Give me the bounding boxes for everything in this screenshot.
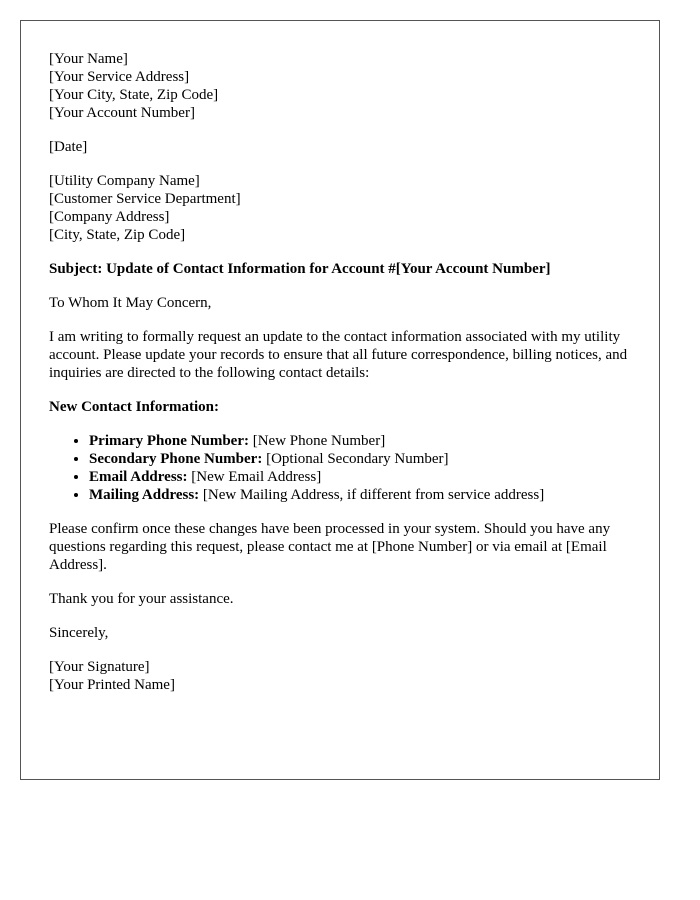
sender-city-state-zip: [Your City, State, Zip Code] (49, 87, 219, 103)
sender-account-number: [Your Account Number] (49, 105, 195, 121)
item-value: [New Email Address] (187, 469, 322, 485)
recipient-block (49, 172, 631, 244)
item-label: Secondary Phone Number: (89, 451, 263, 467)
closing-line: Sincerely, (49, 625, 109, 641)
item-label: Primary Phone Number: (89, 433, 249, 449)
recipient-city-state-zip: [City, State, Zip Code] (49, 227, 186, 243)
recipient-department: [Customer Service Department] (49, 191, 241, 207)
recipient-company-address: [Company Address] (49, 209, 170, 225)
recipient-company-name: [Utility Company Name] (49, 173, 200, 189)
item-value: [New Phone Number] (248, 433, 386, 449)
thanks-line: Thank you for your assistance. (49, 591, 234, 607)
intro-paragraph: I am writing to formally request an update to the contact information associated with my utility account. Please update your records to ensure that all future correspondence, billing notices, and inquiries are directed to the following contact details: (49, 329, 628, 381)
item-value: [Optional Secondary Number] (262, 451, 449, 467)
contact-info-list (49, 432, 631, 504)
letter-document (20, 20, 660, 780)
printed-name-line: [Your Printed Name] (49, 677, 175, 693)
list-item-primary-phone (89, 432, 631, 450)
salutation: To Whom It May Concern, (49, 295, 212, 311)
subject-line: Subject: Update of Contact Information for Account #[Your Account Number] (49, 261, 551, 277)
item-label: Mailing Address: (89, 487, 200, 503)
list-item-email (89, 468, 631, 486)
signature-line: [Your Signature] (49, 659, 150, 675)
signature-block (49, 658, 631, 694)
item-label: Email Address: (89, 469, 188, 485)
list-item-secondary-phone (89, 450, 631, 468)
sender-service-address: [Your Service Address] (49, 69, 190, 85)
letter-date: [Date] (49, 139, 88, 155)
new-contact-heading: New Contact Information: (49, 399, 219, 415)
sender-name: [Your Name] (49, 51, 128, 67)
confirm-paragraph: Please confirm once these changes have been processed in your system. Should you have any questions regarding this request, please contact me at [Phone Number] or via email at [Email Address]. (49, 521, 611, 573)
item-value: [New Mailing Address, if different from service address] (199, 487, 545, 503)
date-block (49, 138, 631, 156)
list-item-mailing-address (89, 486, 631, 504)
sender-block (49, 50, 631, 122)
